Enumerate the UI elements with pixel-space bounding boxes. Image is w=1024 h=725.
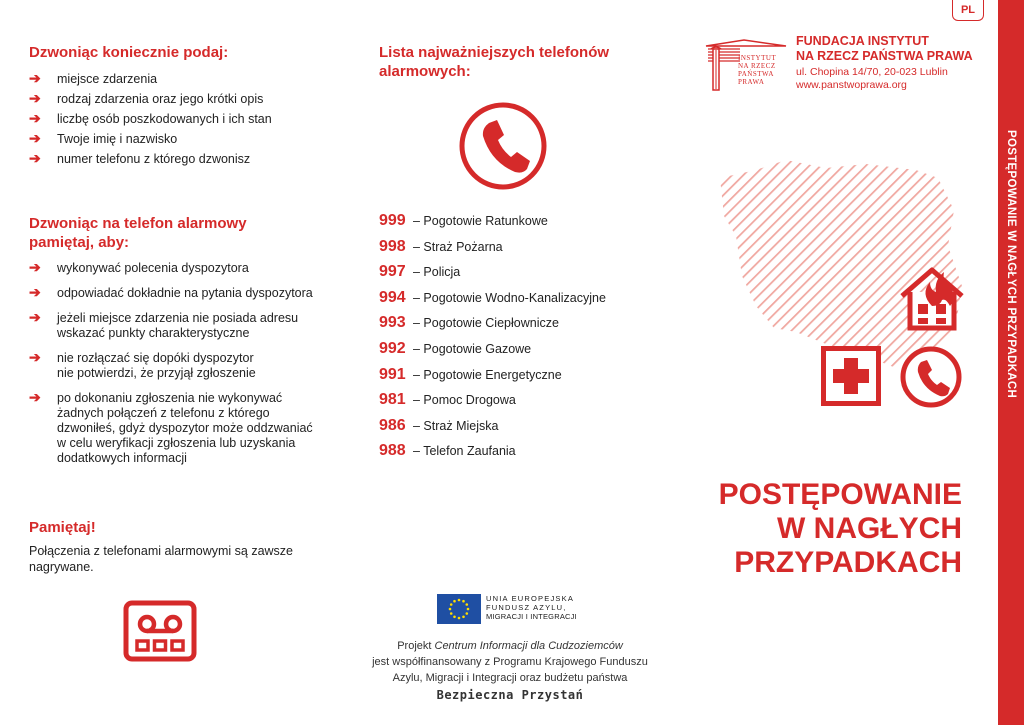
phone-number[interactable]: 998	[379, 237, 406, 255]
section1-item-text: Twoje imię i nazwisko	[57, 132, 178, 146]
section2-heading-line2: pamiętaj, aby:	[29, 234, 130, 251]
phone-row	[379, 417, 606, 443]
eu-star-icon	[458, 599, 461, 602]
section1-list	[29, 72, 329, 172]
recording-icon	[123, 600, 197, 662]
section2-item-line: odpowiadać dokładnie na pytania dyspozytora	[57, 286, 313, 300]
section3-text-line1: Połączenia z telefonami alarmowymi są zawsze	[29, 544, 293, 558]
phones-heading	[379, 43, 609, 81]
eu-text-line3: MIGRACJI I INTEGRACJI	[486, 612, 577, 621]
section1-item	[29, 152, 329, 167]
section2-item	[29, 351, 349, 381]
logo-text-line3: PAŃSTWA	[738, 70, 774, 78]
eu-star-icon	[467, 608, 470, 611]
eu-star-icon	[465, 612, 468, 615]
section2-item	[29, 391, 349, 466]
logo-text-line2: NA RZECZ	[738, 62, 776, 70]
phones-heading-line1: Lista najważniejszych telefonów	[379, 44, 610, 61]
eu-text-line1: UNIA EUROPEJSKA	[486, 594, 575, 603]
eu-star-icon	[465, 603, 468, 606]
section2-item	[29, 261, 349, 276]
section3-text-line2: nagrywane.	[29, 560, 94, 574]
phone-service-name: – Pogotowie Gazowe	[413, 341, 532, 356]
section1-item	[29, 92, 329, 107]
section3-heading: Pamiętaj!	[29, 519, 96, 536]
org-website[interactable]: www.panstwoprawa.org	[796, 79, 907, 91]
arrow-right-icon: ➔	[29, 110, 41, 126]
eu-star-icon	[453, 615, 456, 618]
section1-item-text: miejsce zdarzenia	[57, 72, 158, 86]
org-address: ul. Chopina 14/70, 20-023 Lublin	[796, 66, 948, 78]
footer-line2: jest współfinansowany z Programu Krajowego Funduszu	[372, 656, 648, 668]
main-title-line3: PRZYPADKACH	[734, 546, 962, 579]
phone-number[interactable]: 991	[379, 365, 406, 383]
phone-service-name: – Telefon Zaufania	[413, 444, 516, 459]
phone-row	[379, 314, 606, 340]
sidebar-title: POSTĘPOWANIE W NAGŁYCH PRZYPADKACH	[1005, 130, 1017, 399]
eu-text	[486, 594, 577, 621]
phone-row	[379, 340, 606, 366]
section1-item-text: liczbę osób poszkodowanych i ich stan	[57, 112, 272, 126]
section2-item-line: po dokonaniu zgłoszenia nie wykonywać	[57, 391, 283, 405]
org-name-line2: NA RZECZ PAŃSTWA PRAWA	[796, 49, 973, 63]
footer-line4: Bezpieczna Przystań	[436, 688, 584, 702]
phone-number[interactable]: 997	[379, 263, 406, 281]
phone-number[interactable]: 992	[379, 339, 406, 357]
footer-project-name: Centrum Informacji dla Cudzoziemców	[434, 640, 623, 652]
phone-number[interactable]: 986	[379, 416, 406, 434]
section1-item-text: numer telefonu z którego dzwonisz	[57, 152, 251, 166]
section2-item-line: nie potwierdzi, że przyjął zgłoszenie	[57, 366, 256, 380]
phones-heading-line2: alarmowych:	[379, 63, 471, 80]
side-bar	[998, 0, 1024, 725]
arrow-right-icon: ➔	[29, 70, 41, 86]
phone-service-name: – Pomoc Drogowa	[413, 393, 516, 408]
footer-prefix: Projekt	[397, 640, 435, 652]
section1-item	[29, 132, 329, 147]
eu-star-icon	[449, 608, 452, 611]
eu-star-icon	[458, 617, 461, 620]
eu-star-icon	[453, 600, 456, 603]
arrow-right-icon: ➔	[29, 389, 41, 405]
section3-text	[29, 543, 293, 575]
eu-star-icon	[462, 615, 465, 618]
section2-heading-line1: Dzwoniąc na telefon alarmowy	[29, 215, 247, 232]
phone-service-name: – Straż Miejska	[413, 418, 499, 433]
phone-list	[379, 212, 606, 468]
phone-service-name: – Straż Pożarna	[413, 239, 503, 254]
logo-text-line4: PRAWA	[738, 78, 765, 86]
section2-item-line: wykonywać polecenia dyspozytora	[57, 261, 249, 275]
section2-item-line: dodatkowych informacji	[57, 451, 187, 465]
section2-item	[29, 311, 349, 341]
org-block	[796, 34, 973, 92]
phone-service-name: – Pogotowie Ratunkowe	[413, 214, 548, 228]
eu-text-line2: FUNDUSZ AZYLU,	[486, 603, 567, 612]
language-badge[interactable]: PL	[952, 0, 984, 21]
phone-service-name: – Pogotowie Ciepłownicze	[413, 316, 559, 331]
eu-flag-icon	[437, 594, 481, 624]
section2-item-line: żadnych połączeń z telefonu z którego	[57, 406, 270, 420]
phone-number[interactable]: 999	[379, 212, 406, 229]
phone-service-name: – Pogotowie Energetyczne	[413, 367, 562, 382]
phone-row	[379, 238, 606, 264]
logo-text-line1: INSTYTUT	[738, 54, 777, 62]
section1-item	[29, 72, 329, 87]
emergency-phone-icon	[900, 346, 962, 408]
section2-item-line: dzwoniłeś, gdyż dyspozytor może oddzwaniać	[57, 421, 313, 435]
phone-row	[379, 212, 606, 238]
phone-number[interactable]: 988	[379, 442, 406, 460]
fire-house-icon	[898, 258, 966, 332]
section2-list	[29, 261, 349, 476]
arrow-right-icon: ➔	[29, 90, 41, 106]
section1-heading: Dzwoniąc koniecznie podaj:	[29, 44, 229, 61]
main-title-line2: W NAGŁYCH	[777, 512, 962, 545]
arrow-right-icon: ➔	[29, 349, 41, 365]
arrow-right-icon: ➔	[29, 150, 41, 166]
arrow-right-icon: ➔	[29, 259, 41, 275]
phone-number[interactable]: 981	[379, 391, 406, 409]
phone-row	[379, 366, 606, 392]
phone-row	[379, 391, 606, 417]
section2-item-line: jeżeli miejsce zdarzenia nie posiada adresu	[57, 311, 299, 325]
phone-number[interactable]: 993	[379, 314, 406, 332]
arrow-right-icon: ➔	[29, 130, 41, 146]
phone-row	[379, 263, 606, 289]
section1-item	[29, 112, 329, 127]
phone-service-name: – Pogotowie Wodno-Kanalizacyjne	[413, 290, 606, 305]
footer-text	[340, 638, 680, 703]
arrow-right-icon: ➔	[29, 309, 41, 325]
main-title	[719, 478, 962, 580]
section2-item-line: nie rozłączać się dopóki dyspozytor	[57, 351, 254, 365]
phone-service-name: – Policja	[413, 265, 461, 280]
section1-item-text: rodzaj zdarzenia oraz jego krótki opis	[57, 92, 264, 106]
footer-line3: Azylu, Migracji i Integracji oraz budżetu państwa	[392, 672, 628, 684]
eu-star-icon	[462, 600, 465, 603]
phone-row	[379, 442, 606, 468]
section2-item-line: wskazać punkty charakterystyczne	[57, 326, 250, 340]
main-title-line1: POSTĘPOWANIE	[718, 478, 962, 511]
org-name-line1: FUNDACJA INSTYTUT	[796, 34, 929, 48]
eu-star-icon	[450, 612, 453, 615]
first-aid-icon	[821, 346, 881, 406]
logo-text	[738, 54, 776, 86]
phone-circle-icon	[458, 101, 548, 191]
phone-number[interactable]: 994	[379, 288, 406, 306]
section2-heading	[29, 214, 247, 252]
section2-item-line: w celu weryfikacji zgłoszenia lub uzyskania	[57, 436, 296, 450]
arrow-right-icon: ➔	[29, 284, 41, 300]
eu-star-icon	[450, 603, 453, 606]
section2-item	[29, 286, 349, 301]
phone-row	[379, 289, 606, 315]
